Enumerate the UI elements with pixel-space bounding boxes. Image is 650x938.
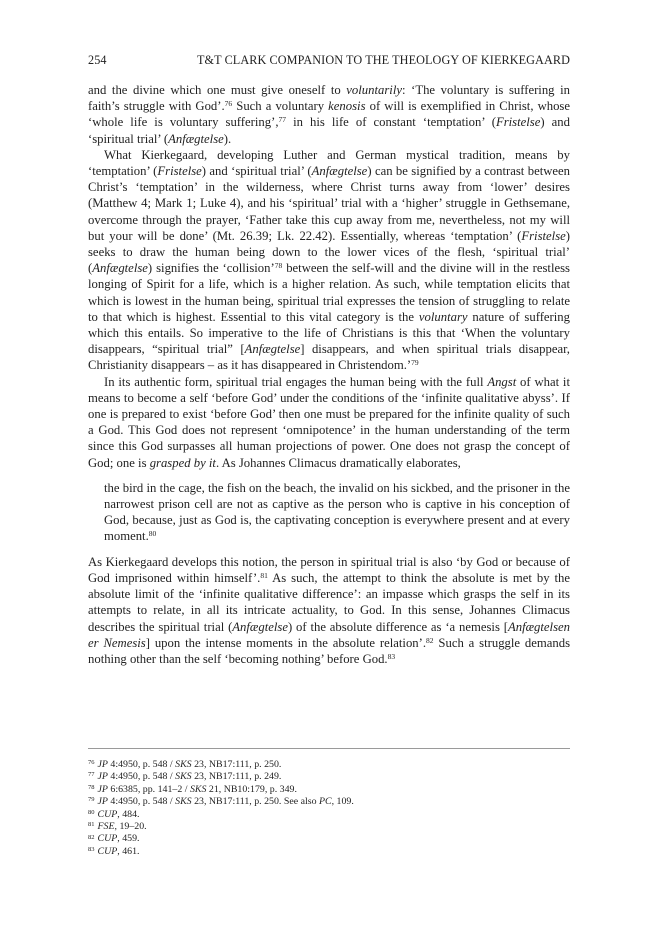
text: . As Johannes Climacus dramatically elaborates,	[215, 455, 461, 470]
footnote-76	[88, 759, 570, 771]
text: , 484.	[117, 808, 140, 820]
footnote-number: 79	[88, 796, 95, 804]
abbreviation: CUP	[97, 833, 118, 845]
abbreviation: SKS	[175, 771, 192, 783]
emphasis: voluntarily	[346, 83, 402, 97]
text: 4:4950, p. 548 /	[107, 771, 176, 783]
text: What Kierkegaard, developing Luther and German mystical tradition, means by ‘temptation’ (	[88, 147, 570, 179]
footnote-ref[interactable]: 80	[148, 529, 157, 539]
text: , 109.	[331, 796, 354, 808]
text: 23, NB17:111, p. 249.	[191, 771, 282, 783]
abbreviation: JP	[97, 783, 108, 795]
abbreviation: SKS	[175, 759, 192, 770]
abbreviation: PC	[318, 796, 332, 808]
emphasis: Anfægtelse	[311, 164, 368, 179]
text: ) signifies the ‘collision’	[147, 261, 275, 276]
text: As such, the attempt to think the absolute is met by the absolute limit of the ‘infinite qualitative difference’: an impasse which grasps the self in its attempts to relate, in all its intricate actuality, to God. In this sense, Johannes Climacus describes the spiritual trial (	[88, 570, 570, 634]
text: ).	[223, 131, 232, 146]
text: of what it means to become a self ‘before God’ under the conditions of the ‘infinite qualitative abyss’. If one is prepared to exist ‘before God’ then one must be prepared for the infinite quality of such a God. This God does not represent ‘omnipotence’ in the human understanding of the term since this God surpasses all human projections of power. One does not grasp the concept of God; one is	[88, 374, 570, 470]
text: ) and ‘spiritual trial’ (	[88, 115, 570, 146]
text: 6:6385, pp. 141–2 /	[107, 783, 190, 795]
paragraph-3	[88, 374, 570, 471]
paragraph-4	[88, 554, 570, 667]
footnote-number: 80	[88, 808, 95, 816]
text: Such a voluntary	[232, 99, 329, 114]
footnotes	[88, 759, 570, 858]
footnote-number: 81	[88, 821, 95, 829]
emphasis: voluntary	[418, 309, 468, 324]
paragraph-2	[88, 147, 570, 374]
text: ) seeks to draw the human being down to the lower vices of the flesh, ‘spiritual trial’ (	[88, 228, 570, 276]
text: 23, NB17:111, p. 250. See also	[191, 796, 319, 808]
emphasis: Anfægtelsen er Nemesis	[88, 619, 570, 650]
footnote-number: 76	[88, 759, 95, 767]
page-header	[88, 52, 570, 68]
footnote-number: 82	[88, 833, 95, 841]
text: In its authentic form, spiritual trial engages the human being with the full	[104, 374, 488, 389]
footnote-82	[88, 833, 570, 845]
emphasis: Anfægtelse	[92, 261, 148, 276]
block-quote	[104, 480, 570, 545]
footnote-ref[interactable]: 77	[278, 115, 286, 125]
footnote-ref[interactable]: 83	[387, 651, 396, 661]
text: ] disappears, and when spiritual trials disappear, Christianity disappears – as it has disappeared in Christendom.’	[88, 342, 570, 373]
main-text	[88, 82, 570, 667]
footnote-79	[88, 796, 570, 808]
text: of will is exemplified in Christ, whose ‘whole life is voluntary suffering’,	[88, 99, 571, 130]
footnote-ref[interactable]: 81	[260, 570, 268, 580]
text: ) of the absolute difference as ‘a nemesis [	[287, 619, 508, 634]
footnote-number: 83	[88, 845, 95, 853]
footnote-80	[88, 809, 570, 821]
paragraph-1	[88, 82, 570, 147]
footnote-ref[interactable]: 82	[426, 635, 434, 645]
footnote-ref[interactable]: 76	[224, 99, 233, 109]
text: , 19–20.	[114, 821, 147, 833]
text: ) can be signified by a contrast between Christ’s ‘temptation’ in the wilderness, where Christ turns away from ‘lower’ desires (Matthew 4; Mark 1; Luke 4), and his ‘spiritual’ trial with a ‘higher’ struggle in Gethsemane, overcome through the prayer, ‘Father take this cup away from me, nevertheless, not my will but your will be done’ (Mt. 26.39; Lk. 22.42). Essentially, whereas ‘temptation’ (	[88, 164, 570, 243]
text: 23, NB17:111, p. 250.	[191, 759, 282, 770]
emphasis: Fristelse	[495, 115, 541, 130]
text: As Kierkegaard develops this notion, the person in spiritual trial is also ‘by God or because of God imprisoned within himself’.	[88, 554, 570, 585]
text: 21, NB10:179, p. 349.	[206, 783, 297, 795]
emphasis: Anfægtelse	[232, 619, 288, 634]
emphasis: grasped by it	[149, 455, 216, 470]
footnote-divider	[88, 748, 570, 749]
footnote-77	[88, 771, 570, 783]
text: and the divine which one must give oneself to	[88, 83, 347, 97]
emphasis: Anfægtelse	[244, 342, 301, 357]
text: 4:4950, p. 548 /	[107, 759, 176, 770]
abbreviation: CUP	[97, 808, 118, 820]
footnote-ref[interactable]: 78	[274, 261, 283, 271]
abbreviation: CUP	[97, 845, 118, 857]
abbreviation: JP	[97, 796, 108, 808]
text: ] upon the intense moments in the absolute relation’.	[145, 635, 427, 650]
emphasis: Angst	[487, 374, 517, 389]
running-head: T&T CLARK COMPANION TO THE THEOLOGY OF KIERKEGAARD	[196, 53, 570, 67]
footnote-ref[interactable]: 79	[411, 358, 419, 368]
emphasis: Anfægtelse	[168, 131, 224, 146]
emphasis: Fristelse	[157, 164, 202, 179]
text: , 459.	[117, 833, 140, 845]
emphasis: kenosis	[328, 99, 366, 114]
footnote-number: 77	[88, 771, 95, 779]
text: , 461.	[117, 845, 140, 857]
text: ) and ‘spiritual trial’ (	[201, 164, 312, 179]
footnote-78	[88, 784, 570, 796]
footnote-number: 78	[88, 783, 95, 791]
text: in his life of constant ‘temptation’ (	[286, 115, 496, 130]
text: : ‘The voluntary is suffering in faith’s struggle with God’.	[88, 83, 570, 114]
footnote-83	[88, 846, 570, 858]
text: between the self-will and the divine will in the restless longing of Spirit for a life, which is a higher relation. As such, while temptation elicits that which is lowest in the human being, spiritual trial expresses the tension of struggling to relate to that which is highest. Essential to this vital category is the	[88, 261, 570, 324]
footnote-81	[88, 821, 570, 833]
text: 4:4950, p. 548 /	[107, 796, 176, 808]
page-number: 254	[88, 53, 107, 67]
text: the bird in the cage, the fish on the beach, the invalid on his sickbed, and the prisoner in the narrowest prison cell are not as captive as the person who is captive in his conception of God, because, just as God is, the captivating conception is everywhere present and at every moment.	[104, 480, 570, 544]
abbreviation: JP	[97, 771, 108, 783]
abbreviation: JP	[97, 759, 108, 770]
emphasis: Fristelse	[521, 228, 566, 243]
text: Such a struggle demands nothing other than the self ‘becoming nothing’ before God.	[88, 635, 571, 666]
abbreviation: FSE	[97, 821, 115, 833]
abbreviation: SKS	[189, 783, 207, 795]
text: nature of suffering which this entails. So imperative to the life of Christians is this that ‘When the voluntary disappears, “spiritual trial” [	[88, 309, 570, 357]
abbreviation: SKS	[175, 796, 192, 808]
